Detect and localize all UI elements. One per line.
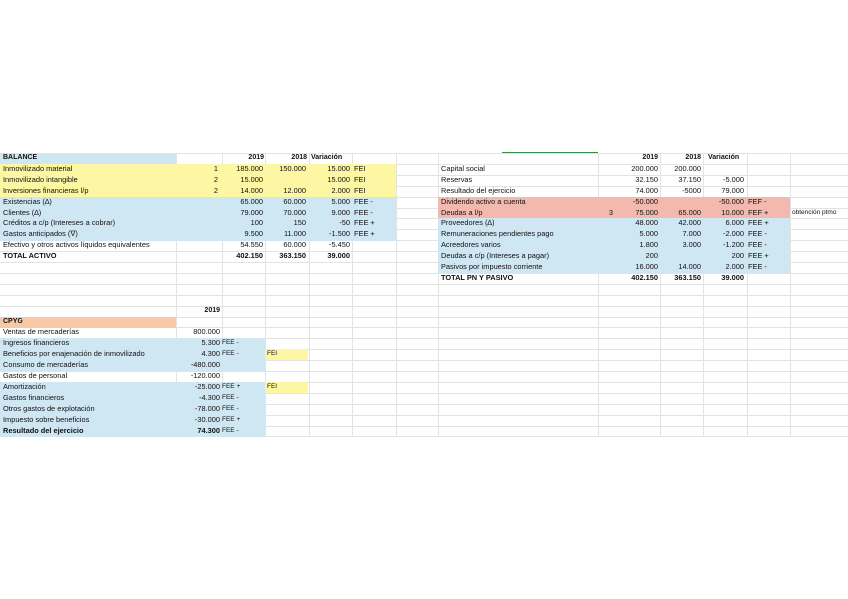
liab-row-2019[interactable]: -50.000 bbox=[632, 197, 658, 206]
cpyg-row-label[interactable]: Consumo de mercaderías bbox=[3, 360, 89, 369]
liab-row-comment[interactable] bbox=[792, 250, 848, 261]
cpyg-row-2019[interactable]: -30.000 bbox=[194, 415, 220, 424]
cpyg-row-label[interactable]: Otros gastos de explotación bbox=[3, 404, 95, 413]
liab-row-label[interactable]: Dividendo activo a cuenta bbox=[441, 197, 526, 206]
cpyg-row-flow-tag[interactable]: FEE + bbox=[222, 383, 241, 390]
balance-row-flow-tag[interactable]: FEE + bbox=[354, 229, 375, 238]
liab-row-comment[interactable] bbox=[792, 239, 848, 250]
cpyg-row-flag[interactable] bbox=[267, 370, 307, 381]
balance-row-variation[interactable]: 2.000 bbox=[331, 186, 350, 195]
liab-row-2019[interactable]: 200 bbox=[645, 251, 658, 260]
balance-row-note[interactable]: 2 bbox=[213, 186, 218, 195]
liab-row-variation[interactable] bbox=[703, 163, 744, 174]
liab-row-variation[interactable]: -50.000 bbox=[718, 197, 744, 206]
liab-row-flow-tag[interactable]: FEE - bbox=[748, 262, 767, 271]
liab-row-label[interactable]: Pasivos por impuesto corriente bbox=[441, 262, 543, 271]
balance-row-2018[interactable]: 12.000 bbox=[283, 186, 306, 195]
liab-row-label[interactable]: Proveedores (∆) bbox=[441, 218, 495, 227]
balance-row-flow-tag[interactable] bbox=[354, 250, 394, 261]
balance-2018-header[interactable]: 2018 bbox=[291, 154, 307, 161]
balance-row-flow-tag[interactable]: FEI bbox=[354, 164, 366, 173]
liab-row-label[interactable]: Acreedores varios bbox=[441, 240, 501, 249]
cpyg-row-flag[interactable] bbox=[267, 337, 307, 348]
balance-row-2019[interactable]: 9.500 bbox=[244, 229, 263, 238]
liab-row-2019[interactable]: 5.000 bbox=[639, 229, 658, 238]
cpyg-row-2019[interactable]: -120.000 bbox=[190, 371, 220, 380]
balance-row-2018[interactable]: 363.150 bbox=[279, 251, 306, 260]
liab-row-comment[interactable]: obtención ptmo bbox=[792, 209, 837, 216]
cpyg-row-label[interactable]: Impuesto sobre beneficios bbox=[3, 415, 90, 424]
cpyg-row-2019[interactable]: -480.000 bbox=[190, 360, 220, 369]
balance-row-2019[interactable]: 65.000 bbox=[240, 197, 263, 206]
balance-row-variation[interactable]: 15.000 bbox=[327, 164, 350, 173]
liab-row-2019[interactable]: 48.000 bbox=[635, 218, 658, 227]
balance-row-variation[interactable]: 9.000 bbox=[331, 208, 350, 217]
liab-row-2018[interactable]: 200.000 bbox=[674, 164, 701, 173]
cpyg-row-flag[interactable]: FEI bbox=[267, 350, 278, 357]
balance-row-2019[interactable]: 185.000 bbox=[236, 164, 263, 173]
liab-row-2018[interactable]: 65.000 bbox=[678, 208, 701, 217]
liab-row-label[interactable]: Deudas a l/p bbox=[441, 208, 483, 217]
cpyg-row-flow-tag[interactable]: FEE - bbox=[222, 339, 239, 346]
liab-row-comment[interactable] bbox=[792, 174, 848, 185]
liab-row-label[interactable]: Reservas bbox=[441, 175, 473, 184]
cpyg-row-2019[interactable]: 74.300 bbox=[197, 426, 220, 435]
balance-row-2019[interactable]: 402.150 bbox=[236, 251, 263, 260]
cpyg-row-flow-tag[interactable] bbox=[222, 359, 264, 370]
balance-row-flow-tag[interactable]: FEE - bbox=[354, 208, 373, 217]
balance-row-variation[interactable]: -50 bbox=[339, 218, 350, 227]
balance-row-2018[interactable]: 60.000 bbox=[283, 197, 306, 206]
liab-row-2018[interactable]: -5000 bbox=[682, 186, 701, 195]
cpyg-row-flow-tag[interactable]: FEE - bbox=[222, 394, 239, 401]
liab-row-2018[interactable]: 7.000 bbox=[682, 229, 701, 238]
balance-row-note[interactable] bbox=[176, 239, 218, 250]
balance-row-note[interactable]: 1 bbox=[213, 164, 218, 173]
liab-row-2018[interactable]: 14.000 bbox=[678, 262, 701, 271]
balance-row-variation[interactable]: -1.500 bbox=[329, 229, 350, 238]
cpyg-row-2019[interactable]: 4.300 bbox=[201, 349, 220, 358]
balance-row-flow-tag[interactable]: FEE - bbox=[354, 197, 373, 206]
liab-row-flow-tag[interactable]: FEE + bbox=[748, 218, 769, 227]
cpyg-row-flow-tag[interactable]: FEE - bbox=[222, 405, 239, 412]
cpyg-row-label[interactable]: Amortización bbox=[3, 382, 46, 391]
liab-row-flow-tag[interactable] bbox=[748, 185, 789, 196]
cpyg-row-2019[interactable]: -78.000 bbox=[194, 404, 220, 413]
balance-row-variation[interactable]: 15.000 bbox=[327, 175, 350, 184]
balance-row-2019[interactable]: 15.000 bbox=[240, 175, 263, 184]
liab-row-2018[interactable]: 37.150 bbox=[678, 175, 701, 184]
grid-col-line bbox=[790, 153, 791, 436]
balance-row-2018[interactable]: 60.000 bbox=[283, 240, 306, 249]
cpyg-row-flag[interactable] bbox=[267, 414, 307, 425]
balance-row-note[interactable]: 2 bbox=[213, 175, 218, 184]
liab-row-2018[interactable]: 3.000 bbox=[682, 240, 701, 249]
balance-row-flow-tag[interactable]: FEI bbox=[354, 186, 366, 195]
liab-row-variation[interactable]: 79.000 bbox=[721, 186, 744, 195]
balance-row-2019[interactable]: 100 bbox=[250, 218, 263, 227]
cpyg-row-label[interactable]: Resultado del ejercicio bbox=[3, 426, 84, 435]
balance-row-variation[interactable]: 39.000 bbox=[327, 251, 350, 260]
liab-row-comment[interactable] bbox=[792, 196, 848, 207]
liab-row-2018[interactable]: 42.000 bbox=[678, 218, 701, 227]
grid-row-line bbox=[0, 306, 848, 307]
liab-row-2019[interactable]: 75.000 bbox=[635, 208, 658, 217]
liab-row-flow-tag[interactable]: FEF + bbox=[748, 208, 769, 217]
balance-row-variation[interactable]: -5.450 bbox=[329, 240, 350, 249]
grid-col-line bbox=[438, 153, 439, 436]
liab-row-flow-tag[interactable] bbox=[748, 163, 789, 174]
balance-row-label[interactable]: Inversiones financieras l/p bbox=[3, 186, 89, 195]
balance-row-variation[interactable]: 5.000 bbox=[331, 197, 350, 206]
balance-row-label[interactable]: Existencias (∆) bbox=[3, 197, 52, 206]
liab-row-flow-tag[interactable]: FEE + bbox=[748, 251, 769, 260]
cpyg-2019-header[interactable]: 2019 bbox=[204, 307, 220, 314]
liab-row-variation[interactable]: -2.000 bbox=[723, 229, 744, 238]
liab-row-2019[interactable]: 1.800 bbox=[639, 240, 658, 249]
cpyg-row-flag[interactable] bbox=[267, 403, 307, 414]
liab-row-flow-tag[interactable]: FEE - bbox=[748, 229, 767, 238]
liab-row-variation[interactable]: -5.000 bbox=[723, 175, 744, 184]
liab-row-label[interactable]: Remuneraciones pendientes pago bbox=[441, 229, 554, 238]
liab-row-comment[interactable] bbox=[792, 185, 848, 196]
liab-row-variation[interactable]: 200 bbox=[731, 251, 744, 260]
balance-row-2019[interactable]: 14.000 bbox=[240, 186, 263, 195]
balance-row-note[interactable] bbox=[176, 250, 218, 261]
balance-row-label[interactable]: Inmovilizado material bbox=[3, 164, 73, 173]
liab-row-note[interactable]: 3 bbox=[608, 208, 613, 217]
balance-row-2019[interactable]: 79.000 bbox=[240, 208, 263, 217]
balance-row-2018[interactable]: 11.000 bbox=[283, 229, 306, 238]
liab-row-flow-tag[interactable] bbox=[748, 272, 789, 283]
balance-row-label[interactable]: Gastos anticipados (∇) bbox=[3, 229, 78, 238]
balance-row-label[interactable]: TOTAL ACTIVO bbox=[3, 251, 57, 260]
liab-row-comment[interactable] bbox=[792, 228, 848, 239]
liab-row-comment[interactable] bbox=[792, 163, 848, 174]
liab-row-2018[interactable]: 363.150 bbox=[674, 273, 701, 282]
cpyg-row-flag[interactable] bbox=[267, 425, 307, 436]
cpyg-row-2019[interactable]: -4.300 bbox=[199, 393, 220, 402]
liab-2019-header[interactable]: 2019 bbox=[642, 154, 658, 161]
liab-row-2018[interactable] bbox=[660, 196, 701, 207]
cpyg-row-flow-tag[interactable]: FEE - bbox=[222, 427, 239, 434]
liab-row-comment[interactable] bbox=[792, 217, 848, 228]
liab-row-variation[interactable]: 2.000 bbox=[725, 262, 744, 271]
balance-row-flow-tag[interactable] bbox=[354, 239, 394, 250]
selection-marker bbox=[502, 152, 598, 153]
liab-row-flow-tag[interactable] bbox=[748, 174, 789, 185]
cpyg-row-flag[interactable] bbox=[267, 392, 307, 403]
balance-row-label[interactable]: Créditos a c/p (Intereses a cobrar) bbox=[3, 218, 116, 227]
cpyg-row-flow-tag[interactable]: FEE + bbox=[222, 416, 241, 423]
liab-row-2018[interactable] bbox=[660, 250, 701, 261]
cpyg-row-label[interactable]: Beneficios por enajenación de inmovilizado bbox=[3, 349, 145, 358]
balance-row-note[interactable] bbox=[176, 196, 218, 207]
balance-row-note[interactable] bbox=[176, 217, 218, 228]
balance-row-note[interactable] bbox=[176, 228, 218, 239]
balance-row-label[interactable]: Clientes (∆) bbox=[3, 208, 42, 217]
liab-row-comment[interactable] bbox=[792, 272, 848, 283]
liab-row-label[interactable]: TOTAL PN Y PASIVO bbox=[441, 273, 514, 282]
balance-row-flow-tag[interactable]: FEE + bbox=[354, 218, 375, 227]
liab-row-variation[interactable]: 39.000 bbox=[721, 273, 744, 282]
liab-row-2019[interactable]: 32.150 bbox=[635, 175, 658, 184]
liab-row-comment[interactable] bbox=[792, 261, 848, 272]
cpyg-row-label[interactable]: Ventas de mercaderías bbox=[3, 327, 80, 336]
liab-row-variation[interactable]: 10.000 bbox=[721, 208, 744, 217]
cpyg-row-label[interactable]: Ingresos financieros bbox=[3, 338, 70, 347]
cpyg-row-2019[interactable]: -25.000 bbox=[194, 382, 220, 391]
cpyg-row-flag[interactable] bbox=[267, 326, 307, 337]
balance-title[interactable]: BALANCE bbox=[3, 154, 38, 161]
liab-row-label[interactable]: Capital social bbox=[441, 164, 485, 173]
balance-variation-header[interactable]: Variación bbox=[311, 154, 343, 161]
liab-row-variation[interactable]: 6.000 bbox=[725, 218, 744, 227]
balance-row-2018[interactable]: 150 bbox=[293, 218, 306, 227]
grid-row-line bbox=[0, 284, 848, 285]
cpyg-row-2019[interactable]: 5.300 bbox=[201, 338, 220, 347]
cpyg-row-flow-tag[interactable]: FEE - bbox=[222, 350, 239, 357]
liab-row-flow-tag[interactable]: FEF - bbox=[748, 197, 767, 206]
liab-row-variation[interactable]: -1.200 bbox=[723, 240, 744, 249]
cpyg-row-label[interactable]: Gastos financieros bbox=[3, 393, 65, 402]
grid-row-line bbox=[0, 295, 848, 296]
liab-row-2019[interactable]: 402.150 bbox=[631, 273, 658, 282]
balance-2019-header[interactable]: 2019 bbox=[248, 154, 264, 161]
cpyg-row-label[interactable]: Gastos de personal bbox=[3, 371, 68, 380]
liab-row-2019[interactable]: 74.000 bbox=[635, 186, 658, 195]
liab-row-flow-tag[interactable]: FEE - bbox=[748, 240, 767, 249]
liab-row-2019[interactable]: 200.000 bbox=[631, 164, 658, 173]
liab-variation-header[interactable]: Variación bbox=[708, 154, 740, 161]
balance-row-2018[interactable]: 150.000 bbox=[279, 164, 306, 173]
balance-row-2018[interactable] bbox=[265, 174, 306, 185]
cpyg-row-2019[interactable]: 800.000 bbox=[193, 327, 220, 336]
liab-row-label[interactable]: Resultado del ejercicio bbox=[441, 186, 516, 195]
liab-row-2019[interactable]: 16.000 bbox=[635, 262, 658, 271]
grid-col-line bbox=[396, 153, 397, 436]
cpyg-row-flow-tag[interactable] bbox=[222, 326, 264, 337]
balance-row-2018[interactable]: 70.000 bbox=[283, 208, 306, 217]
balance-row-flow-tag[interactable]: FEI bbox=[354, 175, 366, 184]
cpyg-row-flag[interactable] bbox=[267, 359, 307, 370]
cpyg-row-flag[interactable]: FEI bbox=[267, 383, 278, 390]
balance-row-2019[interactable]: 54.550 bbox=[240, 240, 263, 249]
cpyg-title[interactable]: CPYG bbox=[3, 318, 23, 325]
liab-row-label[interactable]: Deudas a c/p (Intereses a pagar) bbox=[441, 251, 550, 260]
liab-2018-header[interactable]: 2018 bbox=[685, 154, 701, 161]
cpyg-row-flow-tag[interactable] bbox=[222, 370, 264, 381]
balance-row-label[interactable]: Inmovilizado intangible bbox=[3, 175, 78, 184]
balance-row-label[interactable]: Efectivo y otros activos líquidos equivalentes bbox=[3, 240, 150, 249]
